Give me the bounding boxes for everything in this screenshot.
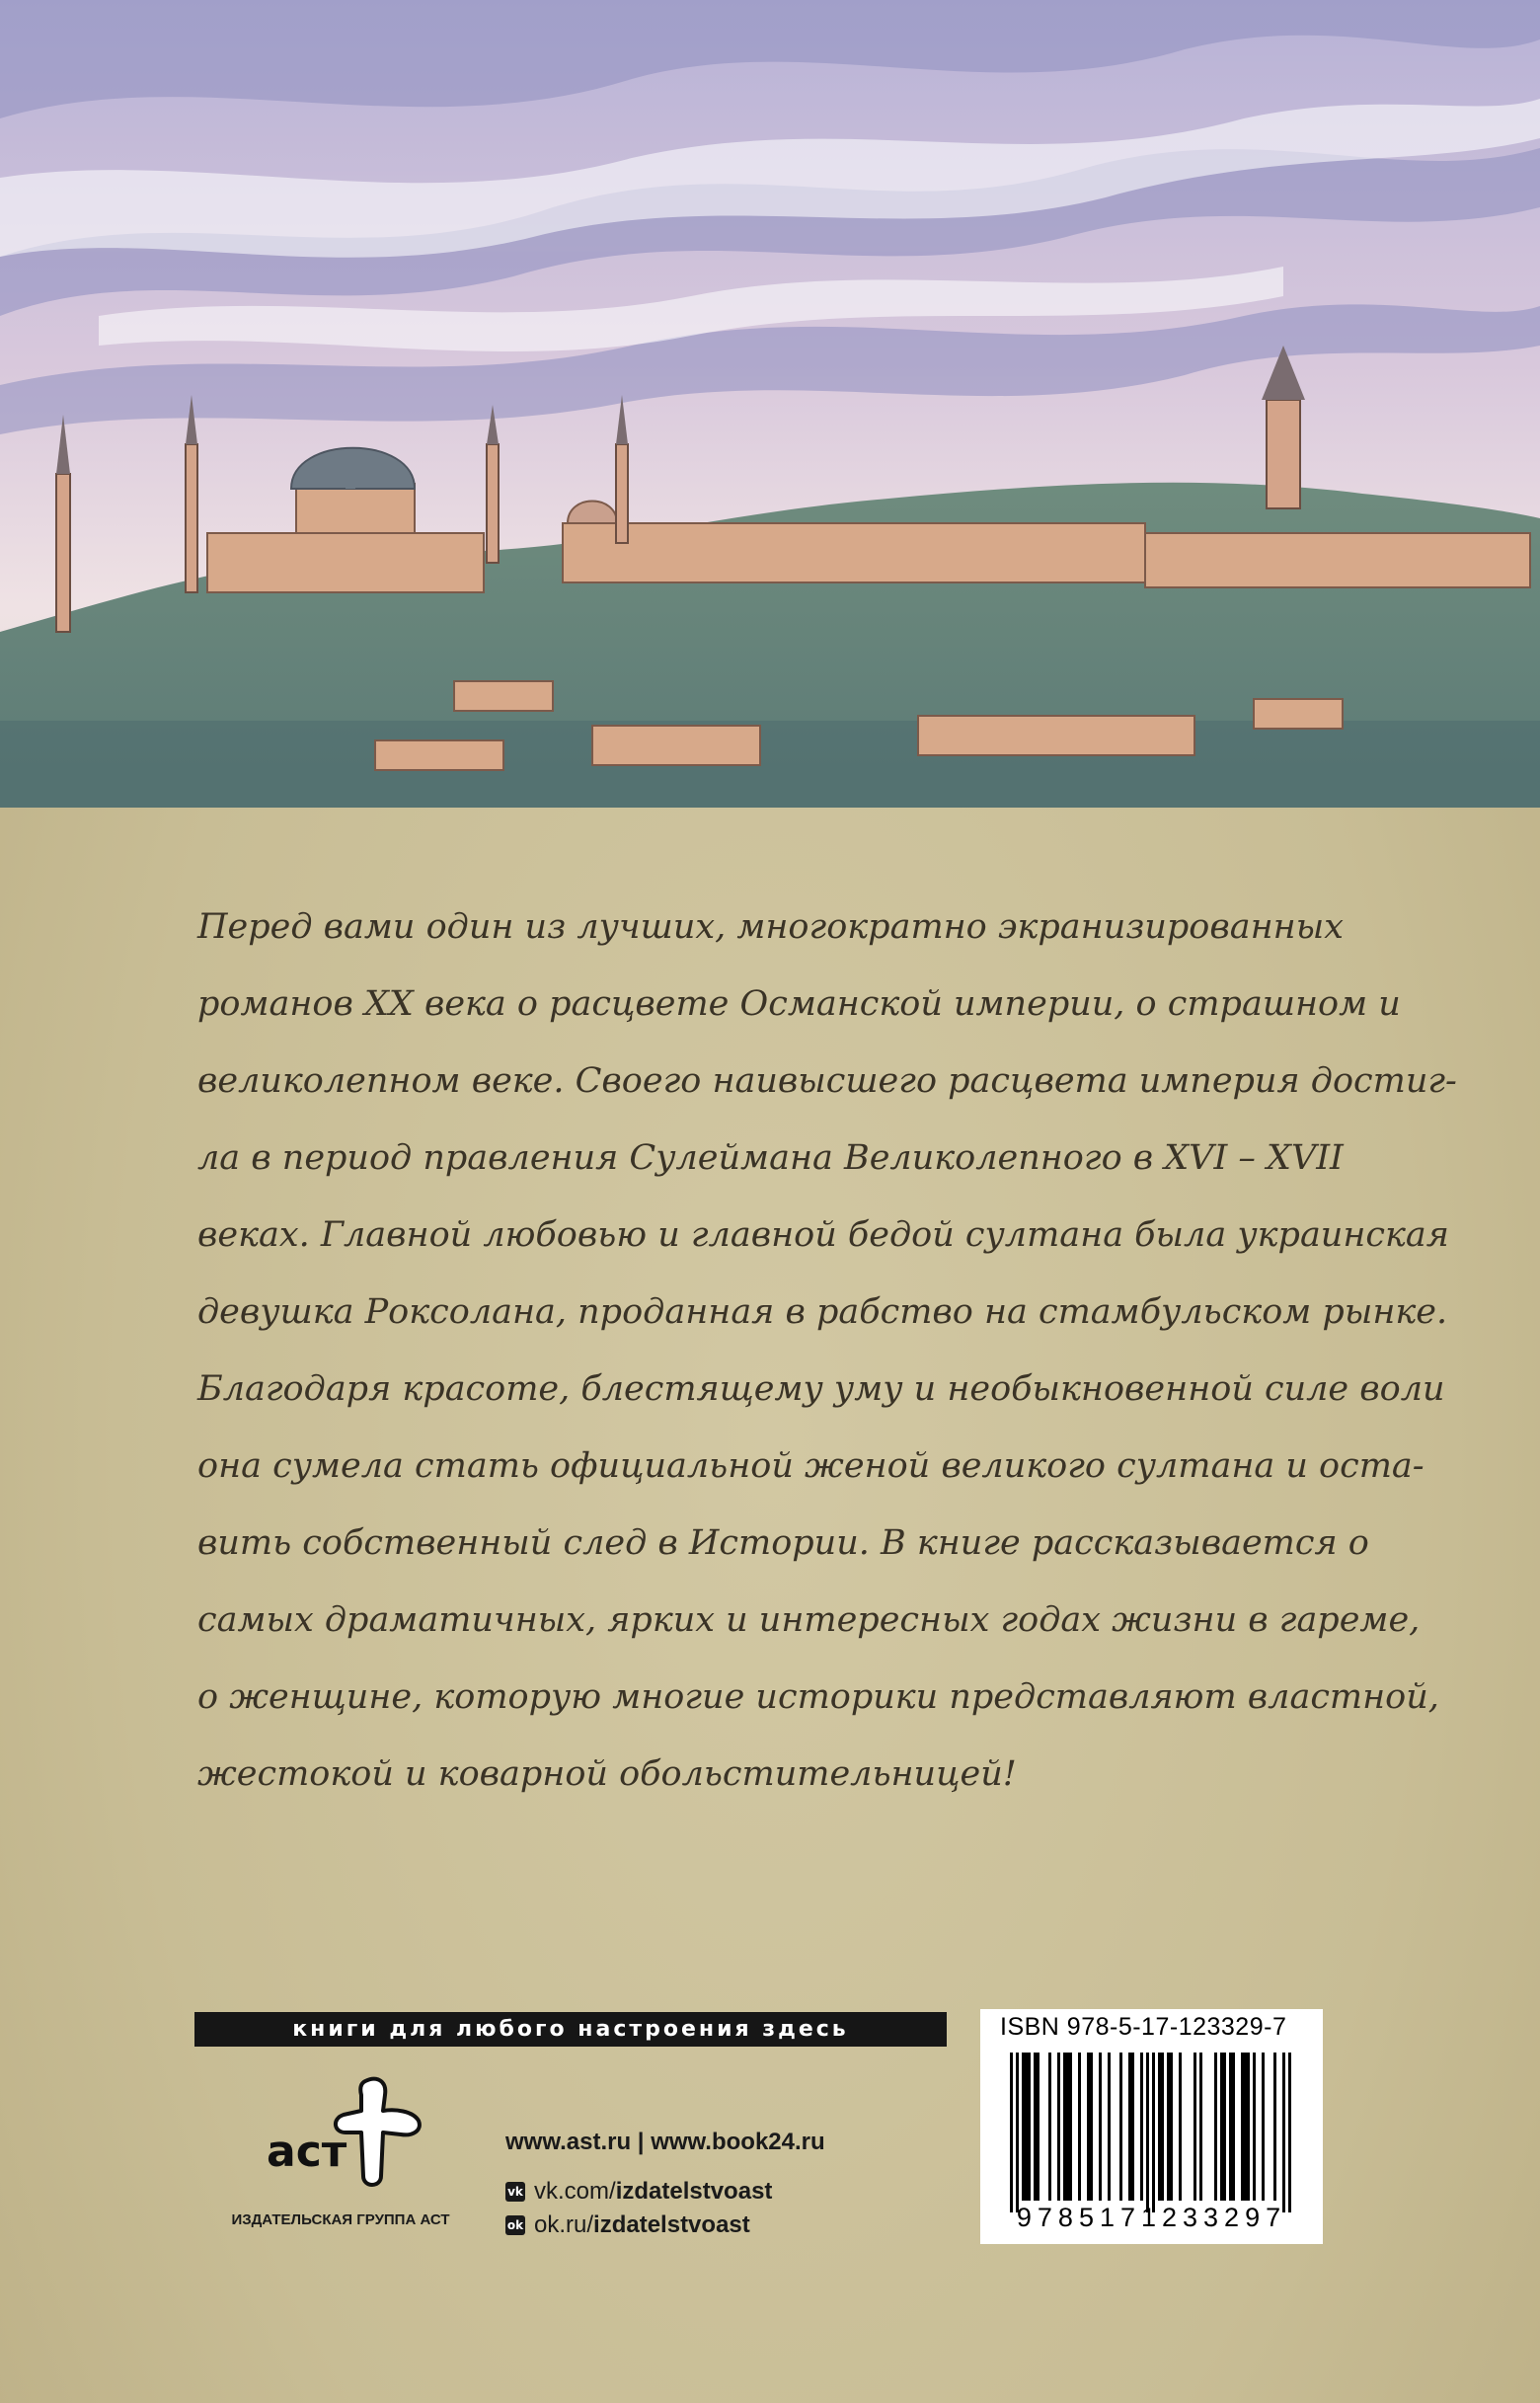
barcode-bar	[1063, 2053, 1066, 2201]
barcode-bar	[1108, 2053, 1111, 2201]
barcode-bar	[1099, 2053, 1102, 2201]
barcode-bar	[1069, 2053, 1072, 2201]
ast-logo	[247, 2073, 434, 2192]
barcode-bar	[1037, 2053, 1040, 2201]
description-line: о женщине, которую многие историки представляют властной,	[197, 1677, 1439, 1717]
ok-prefix: ok.ru/	[534, 2211, 594, 2238]
description-line: самых драматичных, ярких и интересных годах жизни в гареме,	[197, 1600, 1421, 1640]
isbn-barcode	[980, 2009, 1323, 2244]
barcode-bar	[1028, 2053, 1031, 2201]
barcode-bar	[1179, 2053, 1182, 2201]
slogan-banner: книги для любого настроения здесь	[194, 2012, 947, 2047]
barcode-bar	[1128, 2053, 1131, 2201]
barcode-bar	[1119, 2053, 1122, 2201]
publisher-websites[interactable]: www.ast.ru | www.book24.ru	[505, 2129, 825, 2155]
barcode-bar	[1253, 2053, 1256, 2201]
vk-link[interactable]	[505, 2178, 772, 2206]
barcode-bar	[1158, 2053, 1161, 2201]
description-line: девушка Роксолана, проданная в рабство на стамбульском рынке.	[197, 1292, 1448, 1332]
book-description	[197, 889, 1457, 1813]
publisher-name: ИЗДАТЕЛЬСКАЯ ГРУППА АСТ	[231, 2211, 450, 2228]
barcode-bar	[1057, 2053, 1060, 2201]
description-line: великолепном веке. Своего наивысшего расцвета империя достиг-	[197, 1061, 1457, 1101]
barcode-bar	[1016, 2053, 1019, 2212]
barcode-bar	[1199, 2053, 1202, 2201]
description-line: вить собственный след в Истории. В книге рассказывается о	[197, 1523, 1369, 1563]
ok-icon: ok	[505, 2215, 525, 2235]
description-line: Благодаря красоте, блестящему уму и необыкновенной силе воли	[197, 1369, 1445, 1409]
barcode-bar	[1167, 2053, 1170, 2201]
vk-icon: vk	[505, 2182, 525, 2202]
barcode-bar	[1090, 2053, 1093, 2201]
barcode-bar	[1078, 2053, 1081, 2201]
barcode-bar	[1034, 2053, 1037, 2201]
barcode-bar	[1273, 2053, 1276, 2201]
barcode-bar	[1223, 2053, 1226, 2201]
vk-prefix: vk.com/	[534, 2178, 616, 2205]
barcode-bar	[1232, 2053, 1235, 2201]
barcode-bar	[1220, 2053, 1223, 2201]
barcode-bar	[1244, 2053, 1247, 2201]
barcode-bar	[1025, 2053, 1028, 2201]
description-line: веках. Главной любовью и главной бедой султана была украинская	[197, 1215, 1449, 1255]
barcode-bar	[1087, 2053, 1090, 2201]
vk-handle: izdatelstvoast	[615, 2178, 773, 2205]
barcode-bar	[1066, 2053, 1069, 2201]
barcode-bar	[1282, 2053, 1285, 2212]
ok-link[interactable]	[505, 2211, 750, 2239]
ok-handle: izdatelstvoast	[593, 2211, 750, 2238]
barcode-bar	[1152, 2053, 1155, 2212]
istanbul-skyline-painting	[0, 0, 1540, 808]
barcode-bar	[1194, 2053, 1196, 2201]
barcode-bar	[1140, 2053, 1143, 2201]
barcode-bar	[1170, 2053, 1173, 2201]
barcode-bar	[1214, 2053, 1217, 2201]
description-line: жестокой и коварной обольстительницей!	[197, 1754, 1017, 1794]
logo-text: аст	[267, 2127, 347, 2177]
barcode-bar	[1288, 2053, 1291, 2212]
barcode-bar	[1247, 2053, 1250, 2201]
description-line: она сумела стать официальной женой великого султана и оста-	[197, 1446, 1424, 1486]
barcode-digits: 9785171233297	[1016, 2203, 1287, 2232]
barcode-bar	[1146, 2053, 1149, 2212]
barcode-bar	[1161, 2053, 1164, 2201]
barcode-bar	[1010, 2053, 1013, 2212]
barcode-bar	[1048, 2053, 1051, 2201]
isbn-label: ISBN 978-5-17-123329-7	[1000, 2013, 1287, 2041]
description-line: Перед вами один из лучших, многократно экранизированных	[197, 907, 1344, 947]
barcode-bar	[1241, 2053, 1244, 2201]
barcode-bar	[1262, 2053, 1265, 2201]
description-line: ла в период правления Сулеймана Великолепного в XVI – XVII	[197, 1138, 1344, 1178]
barcode-bar	[1131, 2053, 1134, 2201]
barcode-bar	[1022, 2053, 1025, 2201]
barcode-bar	[1229, 2053, 1232, 2201]
description-line: романов XX века о расцвете Османской империи, о страшном и	[197, 984, 1401, 1024]
